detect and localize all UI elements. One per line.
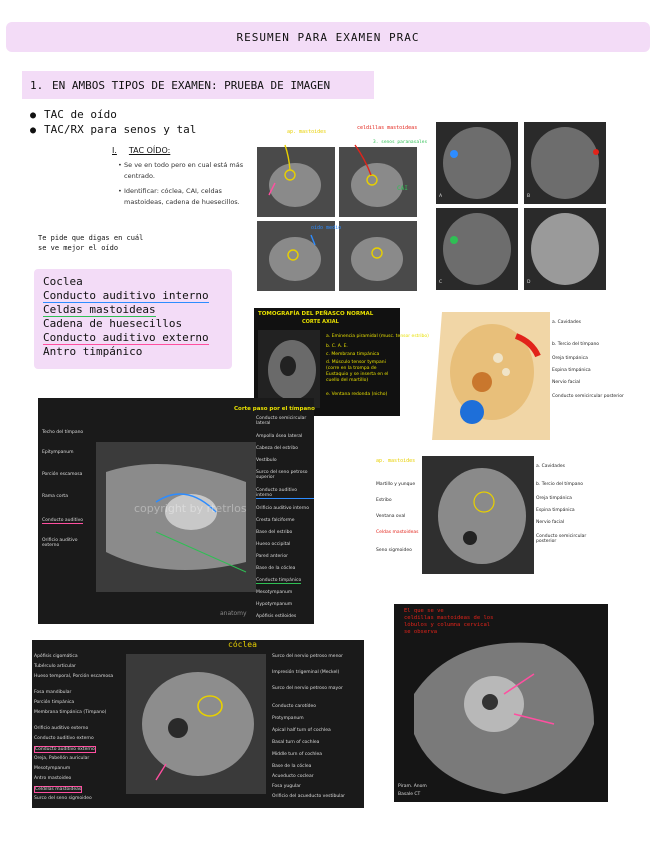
ct-letter: D xyxy=(527,280,531,285)
ct-letter: B xyxy=(527,194,531,199)
ct-grid-annotated xyxy=(255,125,428,293)
bullet-item: ● TAC de oído xyxy=(30,108,117,121)
structure-item: Celdas mastoideas xyxy=(43,303,156,316)
cochlea-ct-image xyxy=(126,654,266,794)
header-banner xyxy=(6,22,650,52)
ct-tympanum-panel: copyright by rtetrlos anatomy Corte paso por el tímpano Techo del tímpano Epitympanum Porción escamosa Rama corta Conducto auditivo Orificio auditivo externo Conducto semicircular lateral Ampolla ósea lateral Cabeza del estribo Vestíbulo Surco del seno petroso superior Conducto auditivo interno Orificio auditivo interno Cresta falciforme Base del estribo Hueso occipital Pared anterior Base de la cóclea Conducto timpánico Mesotympanum Hypotympanum Apófisis estiloides xyxy=(38,398,314,624)
annotation-yellow-small: ap. mastoides xyxy=(376,458,416,464)
bullet-dot-icon: ● xyxy=(30,110,37,121)
tac-item: • Se ve en todo pero en cual está más centrado. xyxy=(118,161,244,180)
tac-item: • Identificar: cóclea, CAI, celdas mastoideas, cadena de huesecillos. xyxy=(118,187,240,206)
axial-note: El que se ve celdillas mastoideas de los lóbulos y columna cervical se observa xyxy=(404,608,494,635)
watermark: copyright by rtetrlos xyxy=(134,502,247,515)
structure-item: Conducto auditivo externo xyxy=(43,331,209,344)
bullet-dot-icon: ● xyxy=(30,125,37,136)
ct-axial-series xyxy=(436,122,606,290)
page-title: RESUMEN PARA EXAMEN PRAC xyxy=(236,30,420,44)
bullet-item: ● TAC/RX para senos y tal xyxy=(30,123,197,136)
ct-axial-series-image xyxy=(436,122,606,290)
cochlea-annotation: cóclea xyxy=(228,640,257,649)
section-heading xyxy=(22,71,374,99)
annotation-red: celdillas mastoideas xyxy=(357,125,418,131)
annotated-axial-ct: El que se ve celdillas mastoideas de los lóbulos y columna cervical se observa Piram. Anom Basale CT xyxy=(394,604,608,802)
section-title: EN AMBOS TIPOS DE EXAMEN: PRUEBA DE IMAGEN xyxy=(52,78,331,92)
structure-item: Cadena de huesecillos xyxy=(43,317,183,330)
section-number: 1. xyxy=(30,78,44,92)
hand-note: Te pide que digas en cuál se ve mejor el oído xyxy=(38,234,144,252)
annotation-cai: CAI xyxy=(397,185,408,192)
brand: anatomy xyxy=(220,610,247,617)
tomografia-panel: TOMOGRAFÍA DEL PEÑASCO NORMAL CORTE AXIAL a. Eminencia piramidal (musc. tensor estribo) b. C. A. E. c. Membrana timpánica d. Músculo tensor tympani (corre en la trompa de Eustaquio y se inserta en el cuello del martillo) e. Ventana redonda (nicho) xyxy=(254,308,400,416)
temporal-bone-image xyxy=(432,312,550,440)
annotation-yellow: ap. mastoides xyxy=(287,129,327,135)
panel1-title: Corte paso por el tímpano xyxy=(234,406,315,412)
structure-item: Antro timpánico xyxy=(43,345,143,358)
ct-letter: A xyxy=(439,194,443,199)
annotation-blue: oído medio xyxy=(311,225,342,231)
tomo-subtitle: CORTE AXIAL xyxy=(302,319,339,325)
bullet-dot-icon: • xyxy=(118,187,122,195)
tomo-title: TOMOGRAFÍA DEL PEÑASCO NORMAL xyxy=(258,311,374,317)
structure-item: Conducto auditivo interno xyxy=(43,289,209,302)
tac-heading: I. TAC OÍDO: xyxy=(112,146,171,155)
ct-grid-image xyxy=(255,145,420,293)
labeled-ct-right: ap. mastoides Martillo y yunque Estribo Ventana oval Celdas mastoideas Seno sigmoideo a. Cavidades b. Tercio del tímpano Oreja timpánica Espina timpánica Nervio facial Conducto semicircular posterior xyxy=(376,452,608,574)
roman-numeral: I. xyxy=(112,146,117,155)
tomo-image xyxy=(258,330,320,408)
temporal-bone-illustration: a. Cavidades b. Tercio del tímpano Oreja timpánica Espina timpánica Nervio facial Conducto semicircular posterior xyxy=(432,312,606,440)
annotation-green: 3. senos paranasales xyxy=(373,140,428,145)
tympanum-ct-image xyxy=(96,442,256,592)
ct-letter: C xyxy=(439,280,443,285)
structure-item: Coclea xyxy=(43,275,83,288)
structures-box xyxy=(34,269,232,369)
bullet-dot-icon: • xyxy=(118,161,122,169)
ct-cochlea-panel: cóclea Apófisis cigomática Tubérculo articular Hueso temporal, Porción escamosa Fosa mandibular Porción timpánica Membrana timpánica (Tímpano) Orificio auditivo externo Conducto auditivo externo Conducto auditivo externo Oreja, Pabellón auricular Mesotympanum Antro mastoideo Celdillas mastoideas Surco del seno sigmoideo Surco del nervio petroso menor Impresión trigeminal (Meckel) Surco del nervio petroso mayor Conducto carotídeo Protympanum Apical half turn of cochlea Basal turn of cochlea Middle turn of cochlea Base de la cóclea Acueducto coclear Fosa yugular Orificio del acueducto vestibular xyxy=(32,640,364,808)
labeled-ct-image xyxy=(422,456,534,574)
